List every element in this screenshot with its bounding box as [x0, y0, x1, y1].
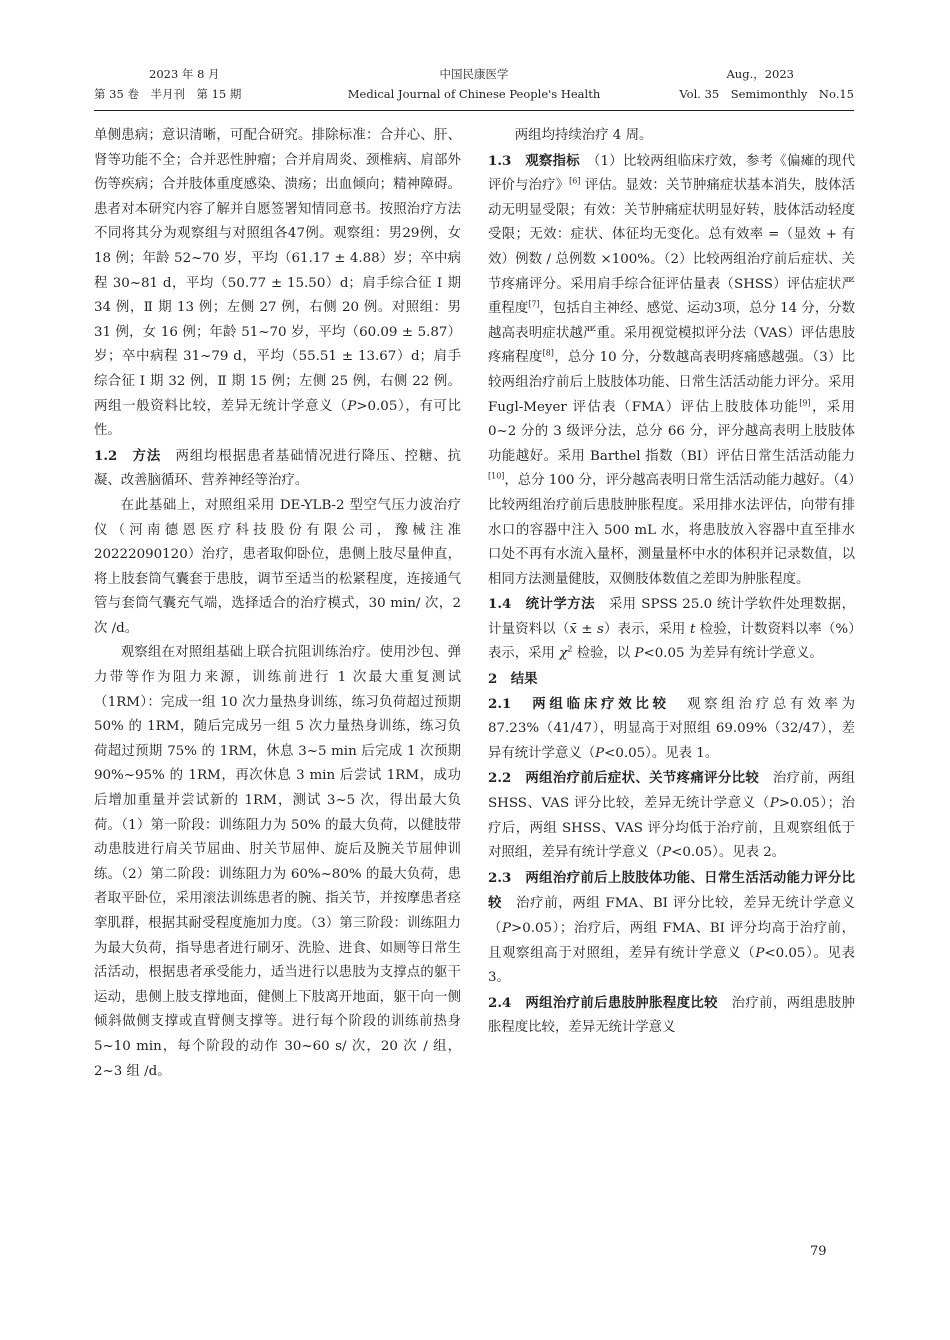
indicators-heading: 1.3 观察指标	[488, 152, 580, 169]
statistics-text-a: 采用 SPSS 25.0 统计学软件处理数据，计量资料以（	[488, 597, 855, 637]
results-function-text-a: 治疗前，两组 FMA、BI 评分比较，差异无统计学意义（	[488, 896, 855, 936]
p-value-symbol: P	[662, 845, 672, 861]
duration-paragraph: 两组均持续治疗 4 周。	[514, 128, 653, 143]
results-symptom-paragraph	[488, 766, 855, 865]
indicators-text-f: ，总分 100 分，评分越高表明日常生活活动能力越好。（4）比较两组治疗前后患肢肿胀程度。采用排水法评估，向带有排水口的容器中注入 500 mL 水，将患肢放入容器中直至排水口处不再有水流入量杯，测量量杯中水的体积并记录数值，以相同方法测量健肢，双侧肢体数值之差即为肿胀程度。	[488, 473, 855, 587]
header-date-cn: 2023 年 8 月	[149, 67, 220, 81]
methods-heading: 1.2 方法	[94, 447, 162, 464]
results-efficacy-paragraph	[488, 692, 855, 767]
indicators-text-c: ，包括自主神经、感觉、运动3项，总分 14 分，分数越高表明症状越严重。采用视觉模拟评分法（VAS）评估患肢疼痛程度	[488, 301, 856, 366]
observation-group-paragraph: 观察组在对照组基础上联合抗阻训练治疗。使用沙包、弹力带等作为阻力来源，训练前进行 1 次最大重复测试（1RM）：完成一组 10 次力量热身训练，练习负荷超过预期 50% 的 1RM，随后完成另一组 5 次力量热身训练，练习负荷超过预期 75% 的 1RM，休息 3~5 min 后完成 1 次预期 90%~95% 的 1RM，再次休息 3 min 后尝试 1RM，成功后增加重量并尝试新的 1RM，测试 3~5 次，得出最大负荷。（1）第一阶段：训练阻力为 50% 的最大负荷，以健肢带动患肢进行肩关节屈曲、肘关节屈伸、旋后及腕关节屈伸训练。（2）第二阶段：训练阻力为 60%~80% 的最大负荷，患者取平卧位，采用滚法训练患者的腕、指关节，并按摩患者痉挛肌群，根据其耐受程度施加力度。（3）第三阶段：训练阻力为最大负荷，指导患者进行刷牙、洗脸、进食、如厕等日常生活活动，根据患者承受能力，适当进行以患肢为支撑点的躯干运动，患侧上肢支撑地面，健侧上下肢离开地面，躯干向一侧倾斜做侧支撑或直臂侧支撑等。进行每个阶段的训练前热身 5~10 min，每个阶段的动作 30~60 s/ 次，20 次 / 组，2~3 组 /d。	[94, 645, 461, 1079]
p-value-symbol: P	[769, 796, 779, 812]
inclusion-paragraph	[94, 124, 461, 444]
statistics-text-b: ）表示，采用	[603, 621, 690, 637]
results-symptom-text-b: >0.05）；治疗后，两组 SHSS、VAS 评分均低于治疗前，且观察组低于对照组，差异有统计学意义（	[488, 796, 855, 861]
inclusion-text: 单侧患病；意识清晰，可配合研究。排除标准：合并心、肝、肾等功能不全；合并恶性肿瘤；合并肩周炎、颈椎病、肩部外伤等疾病；合并肢体重度感染、溃疡；出血倾向；精神障碍。患者对本研究内容了解并自愿签署知情同意书。按照治疗方法不同将其分为观察组与对照组各47例。观察组：男29例，女 18 例；年龄 52~70 岁，平均（61.17 ± 4.88）岁；卒中病程 30~81 d，平均（50.77 ± 15.50）d；肩手综合征 Ⅰ 期 34 例，Ⅱ 期 13 例；左侧 27 例，右侧 20 例。对照组：男 31 例，女 16 例；年龄 51~70 岁，平均（60.09 ± 5.87）岁；卒中病程 31~79 d，平均（55.51 ± 13.67）d；肩手综合征 Ⅰ 期 32 例，Ⅱ 期 15 例；左侧 25 例，右侧 22 例。两组一般资料比较，差异无统计学意义（	[94, 128, 461, 414]
p-value-symbol: P	[347, 398, 357, 414]
results-function-heading: 2.3 两组治疗前后上肢肢体功能、日常生活活动能力评分比较	[488, 869, 855, 912]
results-function-text-b: >0.05）；治疗后，两组 FMA、BI 评分均高于治疗前，且观察组高于对照组，差异有统计学意义（	[488, 921, 855, 961]
citation-ref: [6]	[569, 176, 581, 186]
page-number: 79	[810, 1244, 827, 1259]
left-column	[94, 124, 461, 1084]
t-test-symbol: t	[689, 621, 696, 637]
results-symptom-text-a: 治疗前，两组 SHSS、VAS 评分比较，差异无统计学意义（	[488, 771, 856, 812]
results-symptom-text-c: <0.05）。见表 2。	[671, 845, 786, 861]
header-issue-en: Vol. 35 Semimonthly No.15	[679, 87, 854, 101]
indicators-text-e: ，采用 0~2 分的 3 级评分法，总分 66 分，评分越高表明上肢肢体功能越好。采用 Barthel 指数（BI）评估日常生活活动能力	[488, 399, 856, 464]
results-section-title: 2 结果	[488, 671, 538, 688]
indicators-text-b: 评估。显效：关节肿痛症状基本消失，肢体活动无明显受限；有效：关节肿痛症状明显好转，肢体活动轻度受限；无效：症状、体征均无变化。总有效率 =（显效 + 有效）例数 / 总例数 ×100%。（2）比较两组治疗前后症状、关节疼痛评分。采用肩手综合征评估量表（SHSS）评估症状严重程度	[488, 178, 855, 317]
header-center	[324, 64, 624, 104]
statistics-text-d: 检验，以	[572, 646, 635, 662]
methods-paragraph	[94, 444, 461, 494]
results-efficacy-text-a: 观察组治疗总有效率为 87.23%（41/47），明显高于对照组 69.09%（32/47），差异有统计学意义（	[488, 696, 856, 761]
methods-text: 两组均根据患者基础情况进行降压、控糖、抗凝、改善脑循环、营养神经等治疗。	[94, 448, 462, 489]
header-divider	[94, 110, 854, 111]
p-value-symbol: P	[501, 921, 511, 936]
p-value-symbol: P	[634, 646, 644, 662]
page-header	[94, 60, 854, 110]
citation-ref: [10]	[488, 471, 505, 481]
indicators-text-a: （1）比较两组临床疗效，参考《偏瘫的现代评价与治疗》	[488, 153, 855, 194]
indicators-text-d: ，总分 10 分，分数越高表明疼痛感越强。（3）比较两组治疗前后上肢肢体功能、日常生活活动能力评分。采用 Fugl-Meyer 评估表（FMA）评估上肢肢体功能	[488, 350, 856, 415]
citation-ref: [8]	[542, 348, 554, 358]
results-swelling-paragraph	[488, 991, 855, 1041]
statistics-heading: 1.4 统计学方法	[488, 596, 595, 613]
p-value-symbol: P	[755, 945, 765, 961]
citation-ref: [9]	[799, 398, 811, 408]
citation-ref: [7]	[528, 299, 540, 309]
p-value-symbol: P	[595, 745, 605, 761]
chi-exponent: 2	[567, 645, 573, 654]
control-group-paragraph: 在此基础上，对照组采用 DE-YLB-2 型空气压力波治疗仪（河南德恩医疗科技股份有限公司，豫械注准 20222090120）治疗，患者取仰卧位，患侧上肢尽量伸直，将上肢套筒气囊套于患肢，调节至适当的松紧程度，连接通气管与套筒气囊充气端，选择适合的治疗模式，30 min/ 次，2 次 /d。	[94, 497, 461, 636]
journal-title-en: Medical Journal of Chinese People's Health	[347, 87, 601, 101]
header-date-en: Aug.，2023	[726, 67, 794, 81]
statistics-text-e: <0.05 为差异有统计学意义。	[643, 646, 823, 662]
indicators-paragraph	[488, 149, 855, 593]
chi-symbol: χ	[559, 646, 568, 662]
results-efficacy-text-b: <0.05）。见表 1。	[604, 745, 719, 761]
header-issue-cn: 第 35 卷 半月刊 第 15 期	[94, 87, 242, 101]
results-symptom-heading: 2.2 两组治疗前后症状、关节疼痛评分比较	[488, 770, 760, 787]
results-function-text-c: <0.05）。见表 3。	[488, 945, 855, 986]
header-right	[624, 64, 854, 104]
results-swelling-text: 治疗前，两组患肢肿胀程度比较，差异无统计学意义	[488, 995, 855, 1036]
statistics-text-c: 检验，计数资料以率（%）表示，采用	[488, 621, 856, 662]
results-efficacy-heading: 2.1 两组临床疗效比较	[488, 695, 670, 712]
statistics-paragraph	[488, 592, 855, 667]
results-swelling-heading: 2.4 两组治疗前后患肢肿胀程度比较	[488, 994, 718, 1011]
mean-sd-symbol: x̄ ± s	[569, 621, 604, 637]
results-function-paragraph	[488, 866, 855, 991]
inclusion-text-end: >0.05），有可比性。	[94, 398, 462, 439]
header-left	[94, 64, 324, 104]
journal-title-cn: 中国民康医学	[439, 67, 509, 81]
right-column	[488, 124, 855, 1041]
